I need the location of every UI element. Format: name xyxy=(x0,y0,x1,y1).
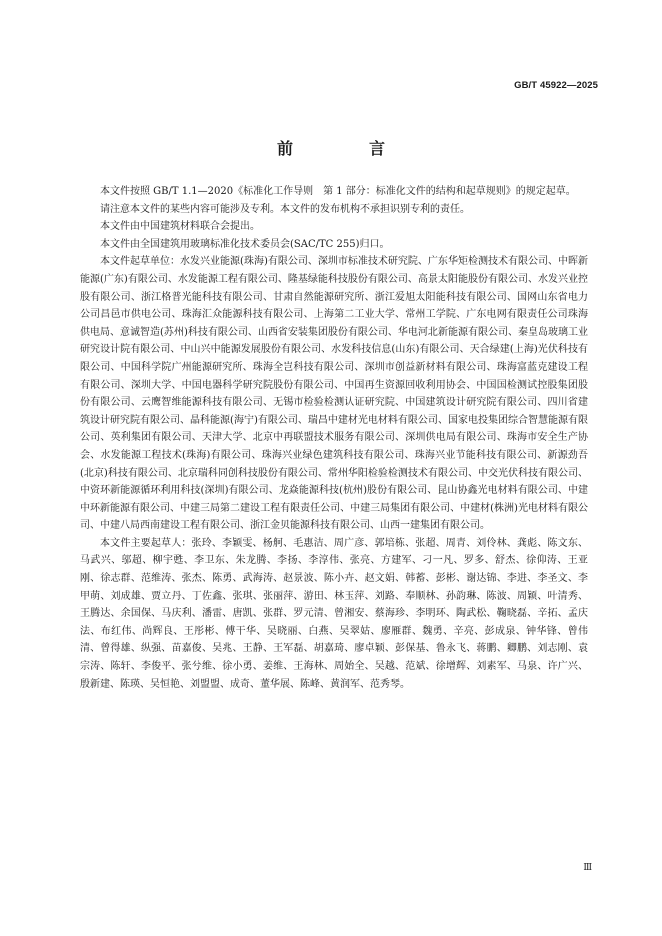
paragraph-proposed-by: 本文件由中国建筑材料联合会提出。 xyxy=(100,221,260,233)
paragraph-drafting-rules: 本文件按照 GB/T 1.1—2020《标准化工作导则 第 1 部分：标准化文件的结构和起草规则》的规定起草。 xyxy=(100,186,576,197)
document-body xyxy=(80,183,588,693)
standard-code: GB/T 45922—2025 xyxy=(514,80,598,91)
page-title: 前 言 xyxy=(276,139,415,158)
paragraph-technical-committee: 本文件由全国建筑用玻璃标准化技术委员会(SAC/TC 255)归口。 xyxy=(100,238,390,250)
page-number: Ⅲ xyxy=(583,863,592,873)
paragraph-drafters: 本文件主要起草人：张玲、李颖雯、杨舸、毛惠洁、周广彦、郭培栋、张超、周青、刘伶林、龚彪、陈文东、马武兴、邬超、柳宇甦、李卫东、朱龙腾、李扬、李淳伟、张亮、方建军、刁一凡、罗多、舒杰、徐仰涛、王亚刚、徐志群、范维涛、张杰、陈勇、武海涛、赵景波、陈小卉、赵文娟、韩蓄、彭彬、谢达锦、李进、李圣文、李甲萌、刘成雄、贾立丹、丁佐鑫、张琪、张丽萍、游田、林玉萍、刘路、奉顺林、孙韵琳、陈波、周颖、叶清秀、王腾达、余国保、马庆利、潘雷、唐凯、张群、罗元清、曾湘安、蔡海珍、李明环、陶武松、鞠晓磊、辛拓、孟庆法、布红伟、尚辉良、王彤彬、傅干华、吴晓丽、白燕、吴翠姑、廖雁群、魏勇、辛亮、彭成泉、钟华锋、曾伟清、曾得雄、纵强、苗嘉俊、吴兆、王静、王军磊、胡嘉琦、廖卓颖、彭保基、鲁永飞、蒋鹏、卿鹏、刘志刚、袁宗涛、陈轩、李俊平、张兮维、徐小勇、姜维、王海林、周始全、吴越、范斌、徐增辉、刘素军、马泉、许广兴、殷新建、陈瑛、吴恒艳、刘盟盟、成奇、董华展、陈峰、黄润军、范秀琴。 xyxy=(80,537,588,690)
paragraph-patent-notice: 请注意本文件的某些内容可能涉及专利。本文件的发布机构不承担识别专利的责任。 xyxy=(100,203,470,215)
paragraph-drafting-organizations: 本文件起草单位：水发兴业能源(珠海)有限公司、深圳市标准技术研究院、广东华矩检测技术有限公司、中晖新能源(广东)有限公司、水发能源工程有限公司、隆基绿能科技股份有限公司、高景太阳能股份有限公司、水发兴业控股有限公司、浙江格普光能科技有限公司、甘肃自然能源研究所、浙江爱旭太阳能科技有限公司、国网山东省电力公司昌邑市供电公司、珠海汇众能源科技有限公司、上海第二工业大学、常州工学院、广东电网有限责任公司珠海供电局、意诚智造(苏州)科技有限公司、山西省安装集团股份有限公司、华电河北新能源有限公司、秦皇岛玻璃工业研究设计院有限公司、中山兴中能源发展股份有限公司、水发科技信息(山东)有限公司、天合绿建(上海)光伏科技有限公司、中国科学院广州能源研究所、珠海全岂科技有限公司、深圳市创益新材料有限公司、珠海富蓝克建设工程有限公司、深圳大学、中国电器科学研究院股份有限公司、中国再生资源回收利用协会、中国国检测试控股集团股份有限公司、云鹰智维能源科技有限公司、无锡市检验检测认证研究院、中国建筑设计研究院有限公司、四川省建筑设计研究院有限公司、晶科能源(海宁)有限公司、瑞昌中建材光电材料有限公司、国家电投集团综合智慧能源有限公司、英利集团有限公司、天津大学、北京中再联盟技术服务有限公司、深圳供电局有限公司、珠海市安全生产协会、水发能源工程技术(珠海)有限公司、珠海兴业绿色建筑科技有限公司、珠海兴业节能科技有限公司、新源劲吾(北京)科技有限公司、北京瑞科同创科技股份有限公司、常州华阳检验检测技术有限公司、中交光伏科技有限公司、中资环新能源循环利用科技(深圳)有限公司、龙焱能源科技(杭州)股份有限公司、昆山协鑫光电材料有限公司、中建中环新能源有限公司、中建三局第二建设工程有限责任公司、中建三局集团有限公司、中建材(株洲)光电材料有限公司、中建八局西南建设工程有限公司、浙江金贝能源科技有限公司、山西一建集团有限公司。 xyxy=(80,256,588,532)
